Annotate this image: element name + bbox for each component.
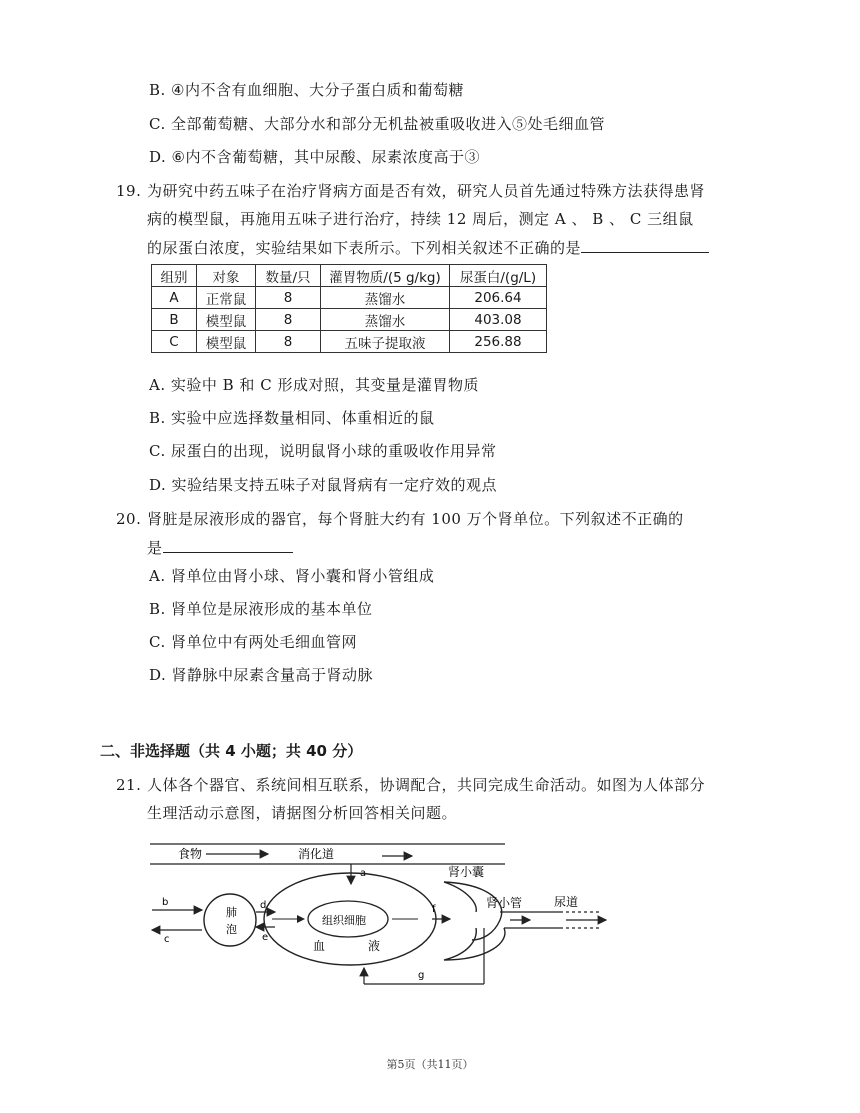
q19-number: 19. [116, 182, 142, 200]
table-cell: 蒸馏水 [321, 309, 450, 331]
blood-label-1: 血 [313, 939, 326, 953]
q21-stem-line1: 人体各个器官、系统间相互联系，协调配合，共同完成生命活动。如图为人体部分 [147, 776, 706, 794]
capsule-outer-top [444, 882, 502, 940]
table-cell: 模型鼠 [197, 309, 256, 331]
table-cell: 正常鼠 [197, 287, 256, 309]
page-footer: 第5页（共11页） [386, 1058, 474, 1071]
table-header: 尿蛋白/(g/L) [450, 265, 547, 287]
label-c: c [164, 934, 170, 945]
q21-stem-line2: 生理活动示意图，请据图分析回答相关问题。 [147, 804, 458, 822]
table-header: 灌胃物质/(5 g/kg) [321, 265, 450, 287]
q19-stem-line1: 为研究中药五味子在治疗肾病方面是否有效，研究人员首先通过特殊方法获得患肾 [147, 182, 706, 200]
table-cell: 五味子提取液 [321, 331, 450, 353]
table-header-row [152, 265, 547, 287]
label-f: f [432, 904, 436, 915]
q19-option-c: C. 尿蛋白的出现，说明鼠肾小球的重吸收作用异常 [149, 442, 497, 460]
table-cell: 蒸馏水 [321, 287, 450, 309]
q20-stem-line1: 肾脏是尿液形成的器官，每个肾脏大约有 100 万个肾单位。下列叙述不正确的 [147, 510, 684, 528]
label-g: g [418, 970, 425, 981]
table-cell: C [152, 331, 197, 353]
table-cell: 8 [256, 287, 321, 309]
label-a: a [360, 868, 367, 879]
table-cell: 206.64 [450, 287, 547, 309]
answer-blank[interactable] [163, 536, 293, 553]
q18-option-d: D. ⑥内不含葡萄糖，其中尿酸、尿素浓度高于③ [149, 148, 480, 166]
urethra-label: 尿道 [554, 895, 579, 909]
section-heading: 二、非选择题（共 4 小题；共 40 分） [100, 742, 363, 760]
food-label: 食物 [178, 847, 203, 861]
q18-option-b: B. ④内不含有血细胞、大分子蛋白质和葡萄糖 [149, 81, 465, 99]
renal-tubule-label: 肾小管 [486, 896, 523, 910]
tissue-cells-label: 组织细胞 [322, 914, 366, 927]
kidney-capsule-label: 肾小囊 [448, 865, 485, 879]
q19-stem-line3-text: 的尿蛋白浓度，实验结果如下表所示。下列相关叙述不正确的是 [147, 239, 582, 257]
answer-blank[interactable] [581, 236, 709, 253]
alveolus-label-2: 泡 [226, 923, 237, 936]
table-cell: A [152, 287, 197, 309]
q20-option-c: C. 肾单位中有两处毛细血管网 [149, 633, 357, 651]
q19-option-d: D. 实验结果支持五味子对鼠肾病有一定疗效的观点 [149, 476, 498, 494]
q18-option-c: C. 全部葡萄糖、大部分水和部分无机盐被重吸收进入⑤处毛细血管 [149, 115, 605, 133]
alveolus-circle [204, 894, 256, 946]
q20-option-d: D. 肾静脉中尿素含量高于肾动脉 [149, 666, 374, 684]
q20-stem-line2-text: 是 [147, 539, 163, 557]
table-row [152, 309, 547, 331]
table-header: 数量/只 [256, 265, 321, 287]
table-cell: 403.08 [450, 309, 547, 331]
q20-number: 20. [116, 510, 142, 528]
alveolus-label-1: 肺 [226, 906, 237, 919]
q19-stem-line2: 病的模型鼠，再施用五味子进行治疗，持续 12 周后，测定 A 、 B 、 C 三组鼠 [147, 210, 694, 228]
table-cell: 256.88 [450, 331, 547, 353]
label-e: e [262, 932, 269, 943]
blood-label-2: 液 [368, 939, 381, 953]
table-cell: 模型鼠 [197, 331, 256, 353]
table-header: 组别 [152, 265, 197, 287]
q19-stem-line3 [147, 236, 709, 259]
table-row [152, 331, 547, 353]
capsule-bottom [444, 928, 505, 960]
q21-number: 21. [116, 776, 142, 794]
table-cell: 8 [256, 331, 321, 353]
q19-data-table [151, 264, 547, 353]
table-row [152, 287, 547, 309]
table-cell: 8 [256, 309, 321, 331]
q19-option-a: A. 实验中 B 和 C 形成对照，其变量是灌胃物质 [149, 376, 479, 394]
q20-stem-line2 [147, 536, 293, 559]
label-b: b [162, 897, 169, 908]
digestive-tract-label: 消化道 [298, 847, 335, 861]
label-d: d [260, 900, 267, 911]
q19-option-b: B. 实验中应选择数量相同、体重相近的鼠 [149, 409, 435, 427]
q20-option-a: A. 肾单位由肾小球、肾小囊和肾小管组成 [149, 567, 435, 585]
physiology-diagram [150, 832, 620, 997]
table-header: 对象 [197, 265, 256, 287]
table-cell: B [152, 309, 197, 331]
q20-option-b: B. 肾单位是尿液形成的基本单位 [149, 600, 373, 618]
